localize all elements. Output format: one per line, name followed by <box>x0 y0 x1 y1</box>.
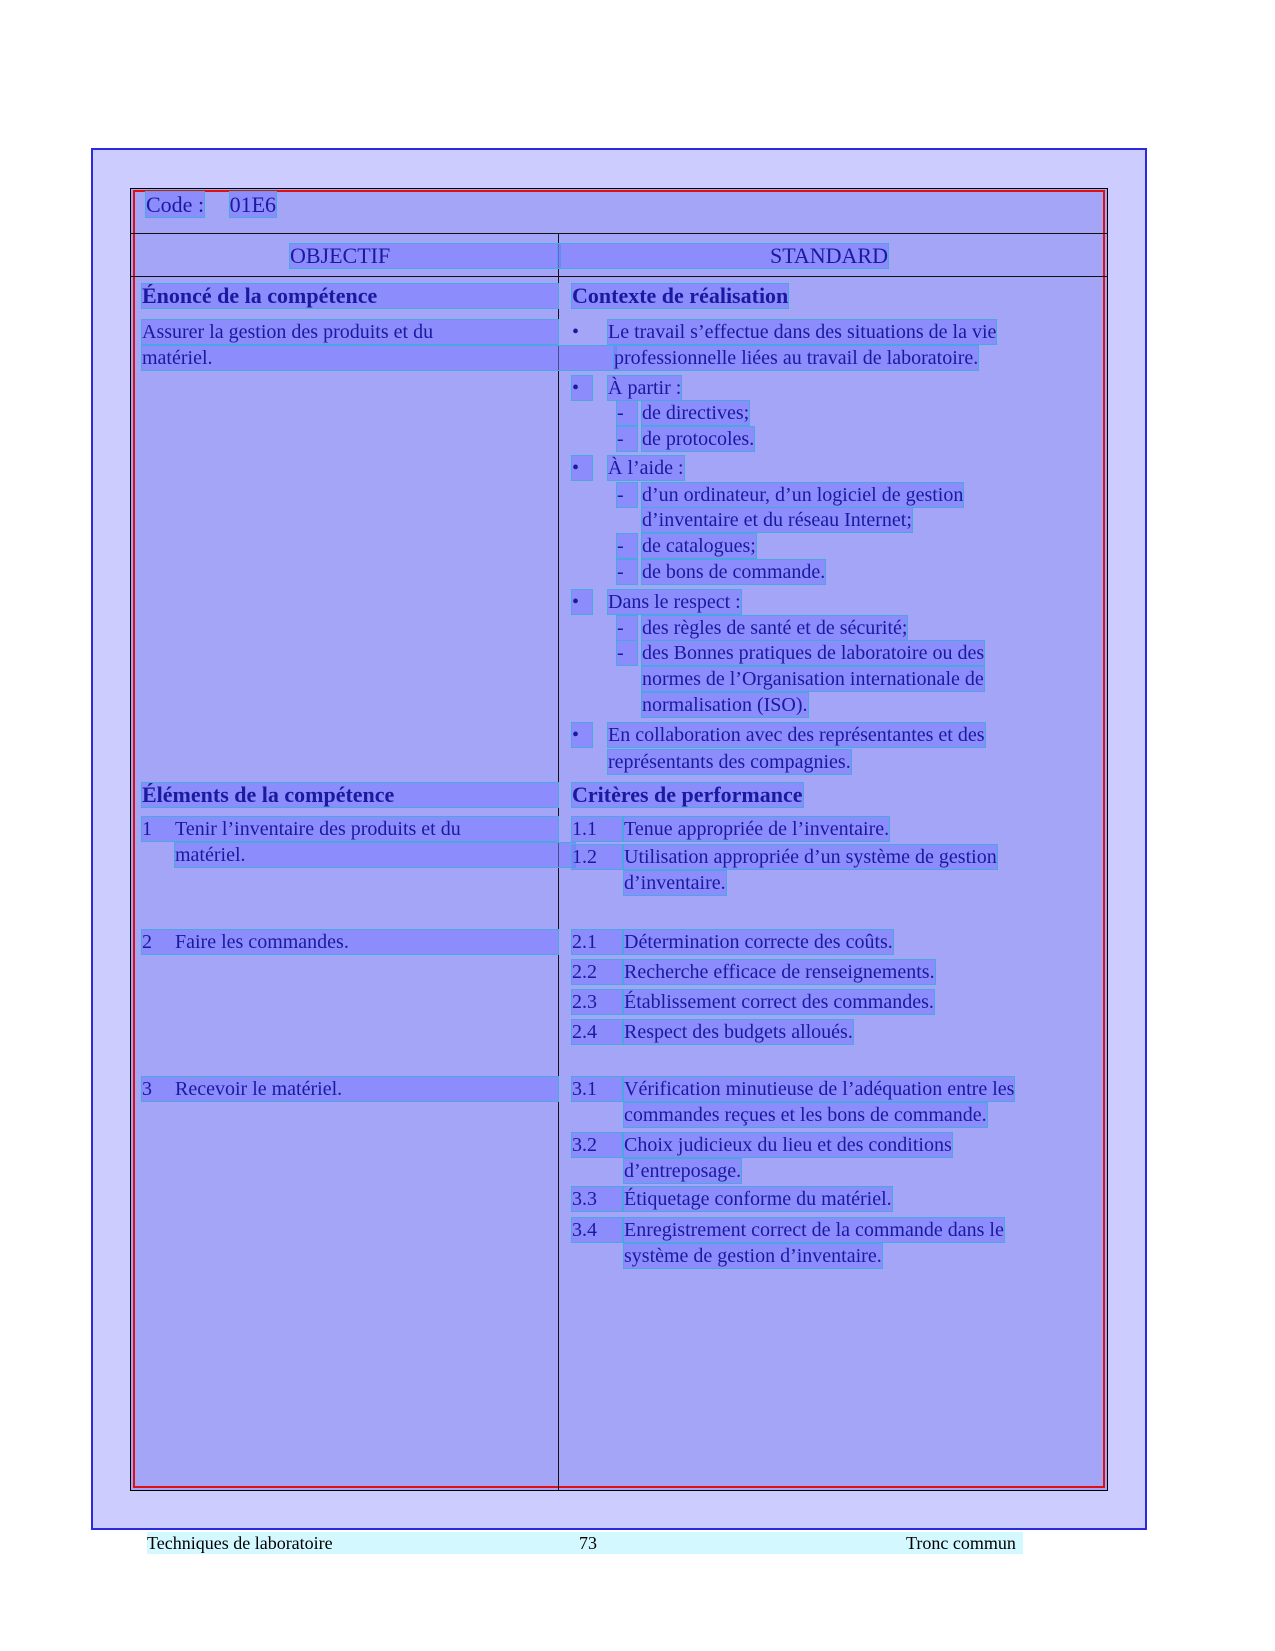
code-value: 01E6 <box>229 192 277 217</box>
header-standard: STANDARD <box>558 244 888 268</box>
sub-dash-icon: - <box>617 401 637 425</box>
sub-dash-icon: - <box>617 560 637 584</box>
contexte-bullet: • <box>572 723 592 747</box>
element-text: Tenir l’inventaire des produits et du <box>175 818 461 840</box>
critere-number: 3.3 <box>572 1187 622 1211</box>
header-bottom-rule <box>130 276 1108 277</box>
contexte-subitem: normalisation (ISO). <box>642 694 808 716</box>
critere-text: Établissement correct des commandes. <box>624 991 934 1013</box>
contexte-subitem: d’inventaire et du réseau Internet; <box>642 509 912 531</box>
contexte-bullet: • <box>572 456 592 480</box>
enonce-title: Énoncé de la compétence <box>142 284 558 308</box>
critere-text: système de gestion d’inventaire. <box>624 1245 882 1267</box>
contexte-text: À partir : <box>608 377 682 399</box>
contexte-bullet: • <box>572 590 592 614</box>
critere-text: Tenue appropriée de l’inventaire. <box>624 818 890 840</box>
contexte-subitem: de bons de commande. <box>642 561 826 583</box>
contexte-text: À l’aide : <box>608 457 684 479</box>
contexte-text: Le travail s’effectue dans des situations de la vie <box>608 321 997 343</box>
element-text: Recevoir le matériel. <box>175 1078 343 1100</box>
contexte-text: représentants des compagnies. <box>608 751 851 773</box>
footer-left: Techniques de laboratoire <box>147 1533 333 1553</box>
critere-number: 3.4 <box>572 1218 622 1242</box>
critere-text: Détermination correcte des coûts. <box>624 931 893 953</box>
critere-number: 2.1 <box>572 930 622 954</box>
sub-dash-icon: - <box>617 616 637 640</box>
code-label: Code : <box>146 192 205 217</box>
element-number: 2 <box>142 931 152 953</box>
element-row <box>142 817 558 841</box>
element-number: 1 <box>142 818 152 840</box>
element-number: 3 <box>142 1078 152 1100</box>
footer-page-number: 73 <box>579 1533 597 1553</box>
sub-dash-icon: - <box>617 641 637 665</box>
contexte-subitem: des Bonnes pratiques de laboratoire ou des <box>642 642 985 664</box>
contexte-bullet: • <box>572 376 592 400</box>
critere-number: 1.2 <box>572 845 622 869</box>
code-row <box>146 192 276 218</box>
critere-text: d’entreposage. <box>624 1160 742 1182</box>
critere-text: Utilisation appropriée d’un système de gestion <box>624 846 997 868</box>
critere-number: 3.2 <box>572 1133 622 1157</box>
critere-number: 2.4 <box>572 1020 622 1044</box>
contexte-text: professionnelle liées au travail de laboratoire. <box>614 347 979 369</box>
contexte-subitem: d’un ordinateur, d’un logiciel de gestion <box>642 484 964 506</box>
sub-dash-icon: - <box>617 483 637 507</box>
critere-number: 2.2 <box>572 960 622 984</box>
contexte-subitem: normes de l’Organisation internationale de <box>642 668 984 690</box>
contexte-bullet: • <box>572 321 580 343</box>
critere-number: 2.3 <box>572 990 622 1014</box>
critere-text: Étiquetage conforme du matériel. <box>624 1188 892 1210</box>
critere-text: Enregistrement correct de la commande dans le <box>624 1219 1004 1241</box>
sub-dash-icon: - <box>617 534 637 558</box>
criteres-title: Critères de performance <box>572 782 803 807</box>
header-top-rule <box>130 233 1108 234</box>
enonce-line: Assurer la gestion des produits et du <box>142 320 558 344</box>
header-objectif: OBJECTIF <box>290 244 560 268</box>
critere-text: Respect des budgets alloués. <box>624 1021 853 1043</box>
critere-text: commandes reçues et les bons de commande. <box>624 1104 987 1126</box>
contexte-title: Contexte de réalisation <box>572 283 789 308</box>
critere-text: Vérification minutieuse de l’adéquation entre les <box>624 1078 1015 1100</box>
contexte-subitem: des règles de santé et de sécurité; <box>642 617 908 639</box>
contexte-text: En collaboration avec des représentantes et des <box>608 724 985 746</box>
critere-text: d’inventaire. <box>624 872 726 894</box>
critere-text: Recherche efficace de renseignements. <box>624 961 935 983</box>
critere-number: 3.1 <box>572 1077 622 1101</box>
element-text: matériel. <box>175 843 575 867</box>
element-text: Faire les commandes. <box>175 931 349 953</box>
critere-number: 1.1 <box>572 817 622 841</box>
contexte-text: Dans le respect : <box>608 591 741 613</box>
contexte-subitem: de directives; <box>642 402 750 424</box>
critere-text: Choix judicieux du lieu et des conditions <box>624 1134 952 1156</box>
element-row <box>142 930 558 954</box>
enonce-line: matériel. <box>142 346 616 370</box>
footer-right: Tronc commun <box>906 1533 1016 1553</box>
element-row <box>142 1077 558 1101</box>
contexte-subitem: de protocoles. <box>642 428 755 450</box>
contexte-subitem: de catalogues; <box>642 535 756 557</box>
elements-title: Éléments de la compétence <box>142 783 558 807</box>
sub-dash-icon: - <box>617 427 637 451</box>
